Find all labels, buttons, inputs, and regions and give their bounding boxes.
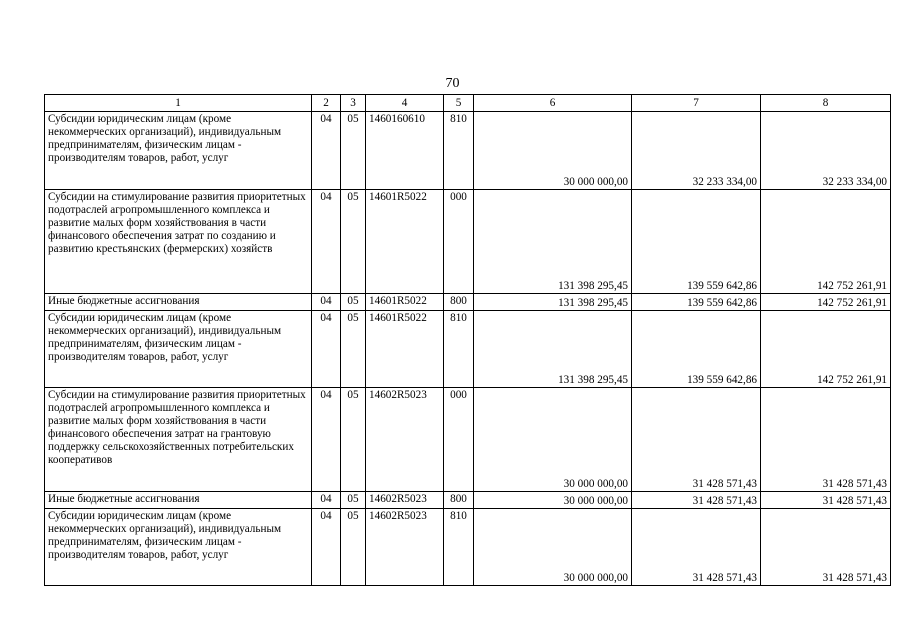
row-amount-6: 30 000 000,00 [474,509,632,586]
row-code-5: 810 [444,112,474,190]
row-code-4: 14602R5023 [366,388,444,492]
row-name: Субсидии юридическим лицам (кроме некоммерческих организаций), индивидуальным предпринимателям, физическим лицам - производителям товаров, работ, услуг [45,112,312,190]
header-cell: 2 [312,95,341,112]
row-code-2: 04 [312,294,341,311]
row-amount-8: 142 752 261,91 [761,311,891,388]
row-amount-8: 31 428 571,43 [761,492,891,509]
row-amount-8: 142 752 261,91 [761,294,891,311]
row-amount-7: 139 559 642,86 [632,190,761,294]
row-code-2: 04 [312,190,341,294]
header-cell: 7 [632,95,761,112]
table-row [45,388,891,492]
row-code-2: 04 [312,311,341,388]
row-amount-7: 139 559 642,86 [632,294,761,311]
row-code-5: 800 [444,294,474,311]
row-name: Иные бюджетные ассигнования [45,492,312,509]
header-cell: 6 [474,95,632,112]
row-code-4: 14602R5023 [366,492,444,509]
header-cell: 1 [45,95,312,112]
table-row [45,509,891,586]
row-code-5: 000 [444,190,474,294]
row-amount-8: 142 752 261,91 [761,190,891,294]
row-code-2: 04 [312,112,341,190]
row-code-3: 05 [341,112,366,190]
row-code-3: 05 [341,509,366,586]
row-amount-7: 31 428 571,43 [632,492,761,509]
table-row [45,112,891,190]
row-code-5: 800 [444,492,474,509]
row-amount-7: 32 233 334,00 [632,112,761,190]
row-amount-8: 31 428 571,43 [761,509,891,586]
header-cell: 4 [366,95,444,112]
row-name: Субсидии на стимулирование развития приоритетных подотраслей агропромышленного комплекса и развитие малых форм хозяйствования в части финансового обеспечения затрат по созданию и развитию крестьянских (фермерских) хозяйств [45,190,312,294]
row-amount-6: 30 000 000,00 [474,388,632,492]
row-name: Субсидии юридическим лицам (кроме некоммерческих организаций), индивидуальным предпринимателям, физическим лицам - производителям товаров, работ, услуг [45,509,312,586]
row-code-2: 04 [312,509,341,586]
header-row [45,95,891,112]
row-amount-8: 31 428 571,43 [761,388,891,492]
row-name: Субсидии на стимулирование развития приоритетных подотраслей агропромышленного комплекса и развитие малых форм хозяйствования в части финансового обеспечения затрат на грантовую поддержку сельскохозяйственных потребительских кооперативов [45,388,312,492]
row-code-3: 05 [341,311,366,388]
row-amount-7: 31 428 571,43 [632,509,761,586]
row-amount-6: 131 398 295,45 [474,190,632,294]
row-amount-8: 32 233 334,00 [761,112,891,190]
row-code-4: 14601R5022 [366,311,444,388]
row-code-4: 14602R5023 [366,509,444,586]
row-code-4: 1460160610 [366,112,444,190]
header-cell: 3 [341,95,366,112]
row-code-3: 05 [341,388,366,492]
row-code-2: 04 [312,388,341,492]
header-cell: 8 [761,95,891,112]
row-code-5: 810 [444,509,474,586]
table-row [45,190,891,294]
row-code-2: 04 [312,492,341,509]
row-amount-7: 139 559 642,86 [632,311,761,388]
row-amount-7: 31 428 571,43 [632,388,761,492]
row-amount-6: 131 398 295,45 [474,311,632,388]
budget-table [44,94,891,586]
row-code-5: 000 [444,388,474,492]
row-code-3: 05 [341,492,366,509]
row-code-4: 14601R5022 [366,294,444,311]
table-row [45,294,891,311]
row-amount-6: 30 000 000,00 [474,492,632,509]
row-code-4: 14601R5022 [366,190,444,294]
table-row [45,311,891,388]
table-row [45,492,891,509]
page-number: 70 [445,76,460,91]
row-code-3: 05 [341,190,366,294]
row-name: Иные бюджетные ассигнования [45,294,312,311]
row-code-3: 05 [341,294,366,311]
row-code-5: 810 [444,311,474,388]
row-name: Субсидии юридическим лицам (кроме некоммерческих организаций), индивидуальным предпринимателям, физическим лицам - производителям товаров, работ, услуг [45,311,312,388]
header-cell: 5 [444,95,474,112]
row-amount-6: 30 000 000,00 [474,112,632,190]
row-amount-6: 131 398 295,45 [474,294,632,311]
